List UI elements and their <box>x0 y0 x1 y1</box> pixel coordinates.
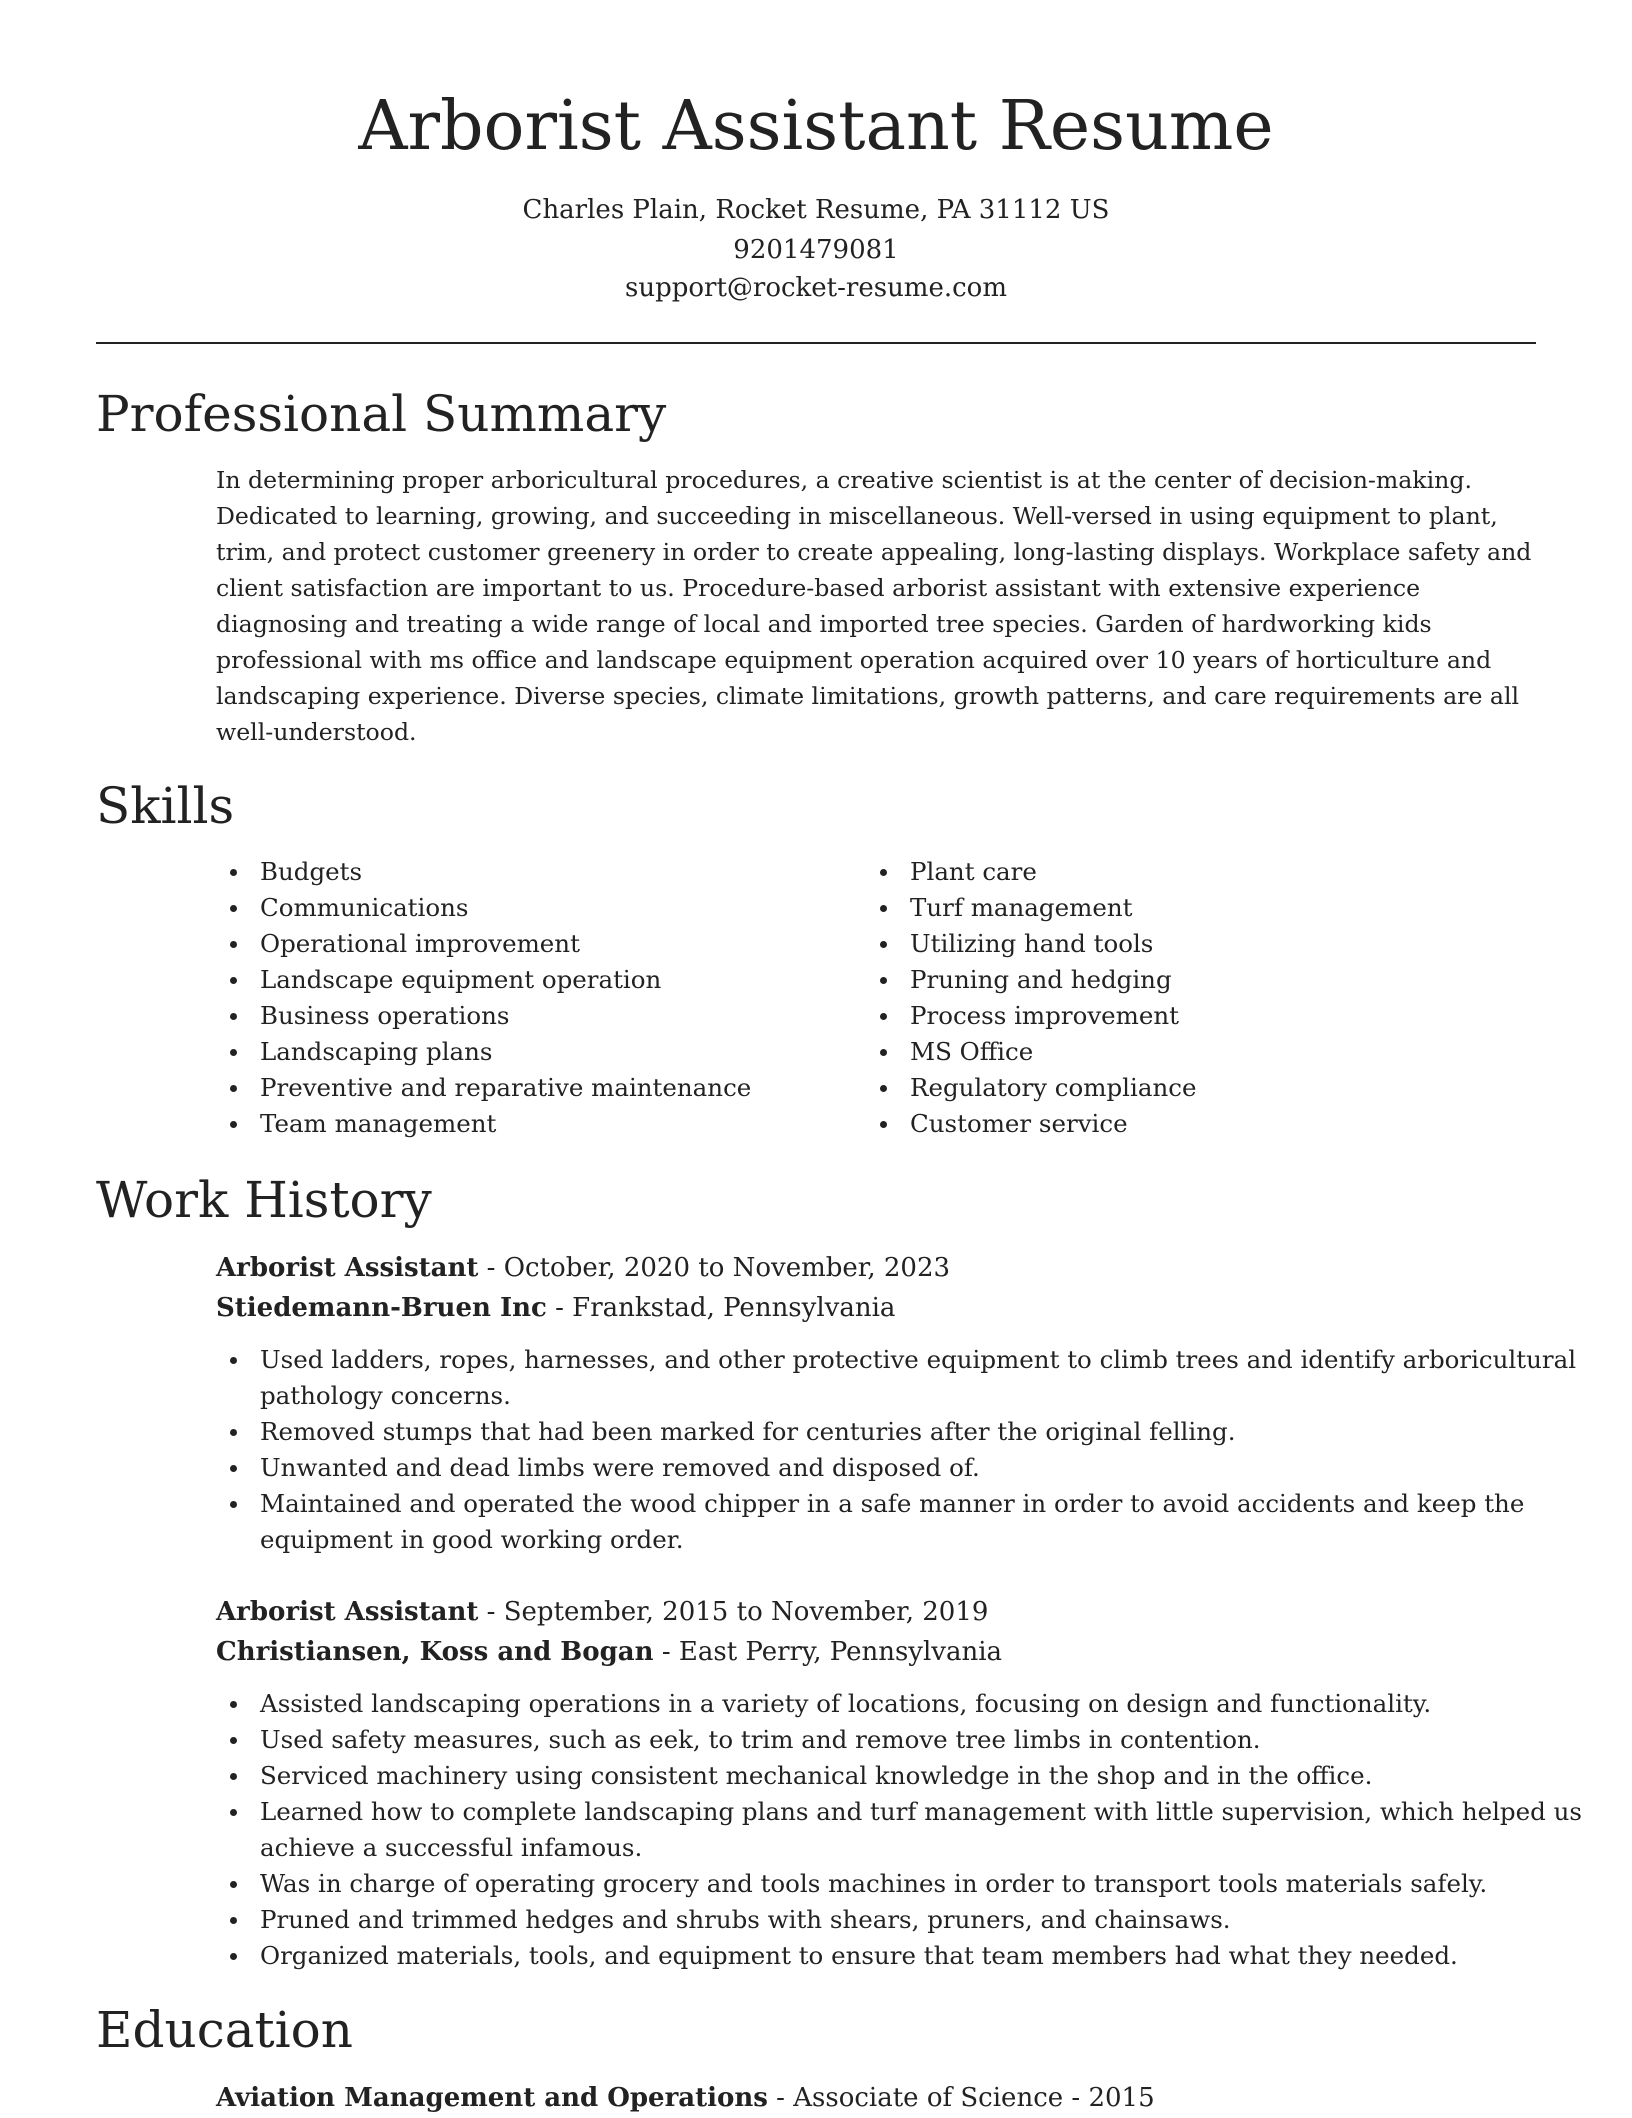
contact-phone: 9201479081 <box>733 235 899 265</box>
job-bullet-line: Organized materials, tools, and equipment to ensure that team members had what they needed. <box>260 1941 1458 1970</box>
skills-column-left <box>216 854 856 1142</box>
skill-item: Turf management <box>866 890 1506 926</box>
job-location: - East Perry, Pennsylvania <box>653 1637 1003 1667</box>
summary-line: In determining proper arboricultural procedures, a creative scientist is at the center of decision-making. <box>216 466 1472 494</box>
skills-column-right <box>866 854 1506 1142</box>
job-bullet-line: Used safety measures, such as eek, to trim and remove tree limbs in contention. <box>260 1725 1261 1754</box>
summary-line: diagnosing and treating a wide range of local and imported tree species. Garden of hardworking kids <box>216 610 1432 638</box>
job-bullet <box>216 1794 1582 1866</box>
summary-line: professional with ms office and landscape equipment operation acquired over 10 years of horticulture and <box>216 646 1492 674</box>
skill-item: Team management <box>216 1106 856 1142</box>
job-title-line <box>216 1248 950 1288</box>
job-bullet-line: Removed stumps that had been marked for centuries after the original felling. <box>260 1417 1236 1446</box>
skill-item: Landscape equipment operation <box>216 962 856 998</box>
job-bullet <box>216 1758 1536 1794</box>
job-dates: - September, 2015 to November, 2019 <box>478 1597 989 1627</box>
summary-heading: Professional Summary <box>96 385 667 443</box>
education-detail: - Associate of Science - 2015 <box>767 2083 1155 2113</box>
job-bullet-line: Assisted landscaping operations in a variety of locations, focusing on design and functionality. <box>260 1689 1432 1718</box>
summary-line: trim, and protect customer greenery in order to create appealing, long-lasting displays. Workplace safety and <box>216 538 1532 566</box>
skill-item: MS Office <box>866 1034 1506 1070</box>
skill-item: Landscaping plans <box>216 1034 856 1070</box>
job-company-line <box>216 1288 895 1328</box>
job-bullet-line: Maintained and operated the wood chipper in a safe manner in order to avoid accidents and keep the <box>260 1489 1525 1518</box>
job-location: - Frankstad, Pennsylvania <box>546 1293 896 1323</box>
job-title: Arborist Assistant <box>216 1253 479 1283</box>
skill-item: Plant care <box>866 854 1506 890</box>
job-bullet-line: Pruned and trimmed hedges and shrubs with shears, pruners, and chainsaws. <box>260 1905 1231 1934</box>
education-line <box>216 2078 1155 2118</box>
skill-item: Business operations <box>216 998 856 1034</box>
job-dates: - October, 2020 to November, 2023 <box>478 1253 951 1283</box>
job-bullet <box>216 1486 1536 1558</box>
contact-address: Charles Plain, Rocket Resume, PA 31112 US <box>522 195 1110 225</box>
header-divider <box>96 342 1536 344</box>
work-history-heading: Work History <box>96 1171 432 1229</box>
job-bullet-line: Unwanted and dead limbs were removed and disposed of. <box>260 1453 980 1482</box>
job-bullets <box>216 1686 1582 1974</box>
education-heading: Education <box>96 2001 353 2059</box>
job-bullet-line: Serviced machinery using consistent mechanical knowledge in the shop and in the office. <box>260 1761 1373 1790</box>
job-bullet <box>216 1902 1536 1938</box>
summary-paragraph <box>216 462 1532 750</box>
skill-item: Operational improvement <box>216 926 856 962</box>
job-company-line <box>216 1632 1002 1672</box>
job-company: Stiedemann-Bruen Inc <box>216 1293 547 1323</box>
job-bullets <box>216 1342 1577 1558</box>
job-bullet <box>216 1866 1536 1902</box>
job-bullet <box>216 1414 1536 1450</box>
job-bullet-line: Used ladders, ropes, harnesses, and other protective equipment to climb trees and identify arboricultural <box>260 1345 1577 1374</box>
skills-heading: Skills <box>96 777 235 835</box>
job-bullet <box>216 1342 1577 1414</box>
skill-item: Regulatory compliance <box>866 1070 1506 1106</box>
summary-line: client satisfaction are important to us. Procedure-based arborist assistant with extensive experience <box>216 574 1421 602</box>
job-bullet-line: equipment in good working order. <box>260 1525 684 1554</box>
skill-item: Communications <box>216 890 856 926</box>
job-bullet-line: achieve a successful infamous. <box>260 1833 643 1862</box>
job-company: Christiansen, Koss and Bogan <box>216 1637 654 1667</box>
job-bullet-line: Was in charge of operating grocery and tools machines in order to transport tools materials safely. <box>260 1869 1488 1898</box>
summary-line: landscaping experience. Diverse species, climate limitations, growth patterns, and care requirements are all <box>216 682 1520 710</box>
job-bullet <box>216 1722 1536 1758</box>
summary-line: well-understood. <box>216 718 417 746</box>
skill-item: Preventive and reparative maintenance <box>216 1070 856 1106</box>
skill-item: Budgets <box>216 854 856 890</box>
skill-item: Customer service <box>866 1106 1506 1142</box>
job-bullet-line: pathology concerns. <box>260 1381 511 1410</box>
job-bullet <box>216 1450 1536 1486</box>
job-bullet <box>216 1938 1536 1974</box>
page-title: Arborist Assistant Resume <box>358 87 1274 166</box>
skill-item: Process improvement <box>866 998 1506 1034</box>
summary-line: Dedicated to learning, growing, and succeeding in miscellaneous. Well-versed in using equipment to plant, <box>216 502 1498 530</box>
job-bullet <box>216 1686 1536 1722</box>
job-title: Arborist Assistant <box>216 1597 479 1627</box>
job-bullet-line: Learned how to complete landscaping plans and turf management with little supervision, which helped us <box>260 1797 1582 1826</box>
contact-email: support@rocket-resume.com <box>624 273 1007 303</box>
skill-item: Pruning and hedging <box>866 962 1506 998</box>
education-degree: Aviation Management and Operations <box>216 2083 768 2113</box>
job-title-line <box>216 1592 988 1632</box>
skill-item: Utilizing hand tools <box>866 926 1506 962</box>
